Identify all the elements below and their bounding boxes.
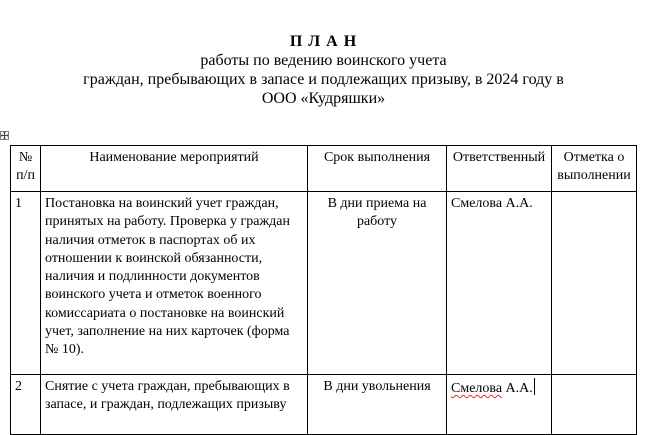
header-deadline: Срок выполнения bbox=[308, 146, 447, 192]
header-activity: Наименование мероприятий bbox=[41, 146, 308, 192]
table-row bbox=[11, 375, 637, 435]
row-activity[interactable]: Снятие с учета граждан, пребывающих в запасе, и граждан, подлежащих призыву bbox=[41, 375, 308, 435]
table-move-handle[interactable] bbox=[0, 131, 9, 140]
document-title-block bbox=[0, 32, 647, 108]
row-responsible[interactable] bbox=[447, 375, 552, 435]
row-deadline[interactable]: В дни приема на работу bbox=[308, 192, 447, 375]
row-completion-mark[interactable] bbox=[552, 375, 637, 435]
table-header-row bbox=[11, 146, 637, 192]
row-number[interactable]: 2 bbox=[11, 375, 41, 435]
document-subtitle-line-2: работы по ведению воинского учета bbox=[200, 52, 447, 69]
header-completion-mark: Отметка о выполнении bbox=[552, 146, 637, 192]
document-title: П Л А Н bbox=[289, 33, 358, 50]
row-number[interactable]: 1 bbox=[11, 192, 41, 375]
document-subtitle-line-3: граждан, пребывающих в запасе и подлежащих призыву, в 2024 году в bbox=[83, 71, 564, 88]
text-cursor bbox=[534, 378, 535, 395]
responsible-initials: А.А. bbox=[502, 381, 533, 396]
header-responsible: Ответственный bbox=[447, 146, 552, 192]
row-activity[interactable]: Постановка на воинский учет граждан, принятых на работу. Проверка у граждан наличия отметок в паспортах об их отношении к воинской обязанности, наличия и подлинности документов воинского учета и отметок военного комиссариата о постановке на воинский учет, заполнение на них карточек (форма № 10). bbox=[41, 192, 308, 375]
table-row bbox=[11, 192, 637, 375]
row-deadline[interactable]: В дни увольнения bbox=[308, 375, 447, 435]
row-completion-mark[interactable] bbox=[552, 192, 637, 375]
row-responsible[interactable]: Смелова А.А. bbox=[447, 192, 552, 375]
plan-table bbox=[10, 145, 637, 435]
header-number: № п/п bbox=[11, 146, 41, 192]
move-handle-icon bbox=[1, 132, 8, 139]
document-subtitle-line-4: ООО «Кудряшки» bbox=[261, 90, 386, 107]
spellcheck-flagged-word[interactable]: Смелова bbox=[451, 381, 503, 396]
